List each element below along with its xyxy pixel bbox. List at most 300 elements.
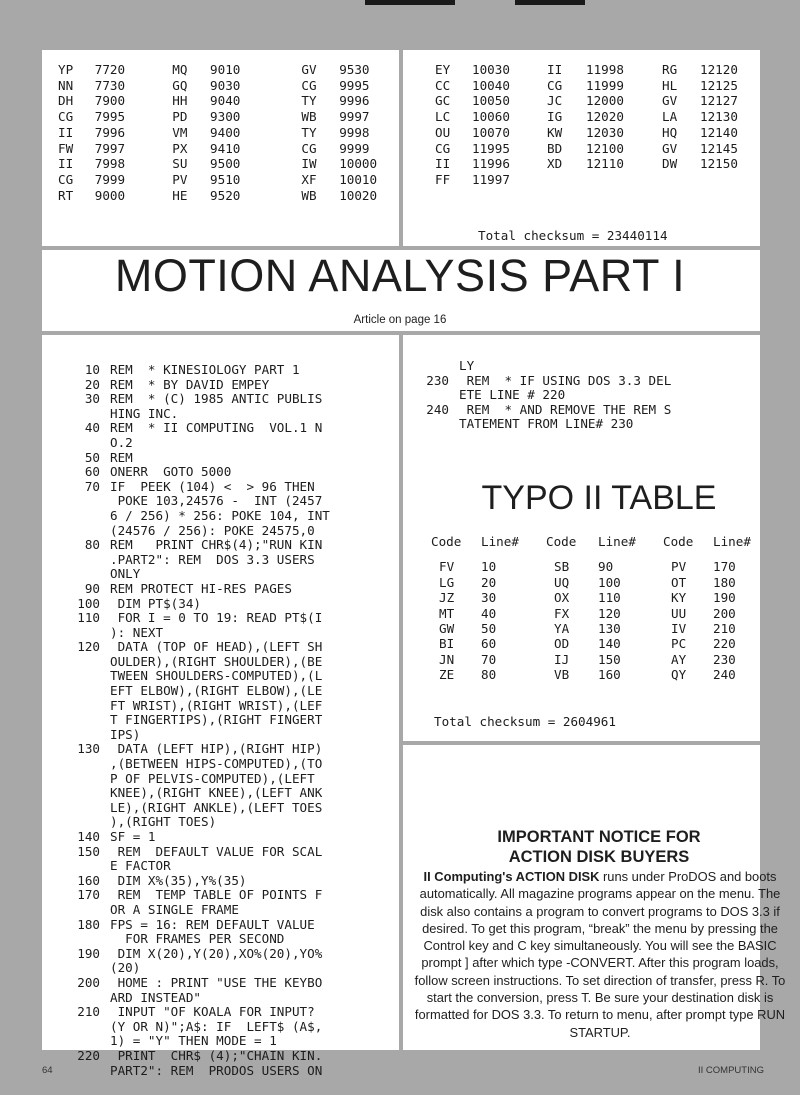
line-number: 210: [77, 1004, 100, 1020]
line-number: 70: [84, 478, 100, 494]
checksum-code: LA: [662, 109, 678, 125]
checksum-row: [58, 78, 399, 94]
code-line: [60, 786, 330, 801]
typo-header: Code: [546, 534, 577, 549]
code-line: [60, 684, 330, 699]
checksum-row: [58, 172, 399, 188]
checksum-line-number: 9999: [339, 140, 370, 156]
typo-row: [431, 652, 773, 667]
notice-title-line-2: ACTION DISK BUYERS: [508, 847, 690, 866]
code-line: [60, 874, 330, 889]
checksum-code: HE: [172, 187, 188, 203]
typo-code: VB: [554, 667, 570, 683]
line-number: 80: [84, 537, 100, 553]
code-line: [60, 392, 330, 407]
line-number: [60, 407, 110, 422]
checksum-line-number: 7720: [94, 62, 126, 77]
checksum-row: [58, 188, 399, 204]
line-number: [60, 757, 110, 772]
checksum-code: CG: [301, 77, 317, 93]
code-text: HOME : PRINT "USE THE KEYBO: [110, 974, 323, 990]
checksum-line-number: 7997: [94, 140, 126, 156]
code-line: [409, 403, 671, 418]
code-line: [60, 918, 330, 933]
line-number: [60, 567, 110, 582]
code-text: REM DEFAULT VALUE FOR SCAL: [110, 843, 323, 859]
typo-row: [431, 667, 773, 682]
line-number: [60, 524, 110, 539]
code-text: (Y OR N)";A$: IF LEFT$ (A$,: [110, 1018, 323, 1034]
typo-table: [431, 534, 773, 683]
typo-code: JN: [439, 651, 455, 667]
line-number: [60, 684, 110, 699]
checksum-line-number: 9996: [339, 93, 370, 109]
checksum-code: MQ: [172, 62, 188, 77]
checksum-code: CC: [435, 77, 451, 93]
typo-code: OX: [554, 590, 570, 606]
typo-line-number: 150: [598, 651, 621, 667]
line-number: [60, 815, 110, 830]
checksum-row: [435, 93, 760, 109]
typo-code: PV: [671, 559, 687, 575]
checksum-code: VM: [172, 124, 188, 140]
code-text: INPUT "OF KOALA FOR INPUT?: [110, 1004, 315, 1020]
code-text: ARD INSTEAD": [110, 989, 201, 1005]
checksum-code: II: [547, 62, 563, 77]
checksum-line-number: 10050: [472, 93, 510, 109]
checksum-row: [435, 125, 760, 141]
typo-code: SB: [554, 559, 570, 575]
checksum-code: II: [58, 156, 74, 172]
code-text: ONLY: [110, 566, 141, 582]
typo-spacer: [431, 549, 773, 559]
total-checksum-1: Total checksum = 23440114: [478, 228, 668, 243]
checksum-row: [435, 62, 760, 78]
checksum-line-number: 12020: [586, 109, 624, 125]
code-text: REM * IF USING DOS 3.3 DEL: [459, 372, 672, 388]
checksum-code: LC: [435, 109, 451, 125]
code-text: LY: [459, 358, 475, 373]
checksum-code: FF: [435, 171, 451, 187]
typo-line-number: 170: [713, 559, 736, 575]
checksum-line-number: 9520: [210, 187, 241, 203]
typo-line-number: 70: [481, 651, 497, 667]
checksum-code: NN: [58, 77, 74, 93]
code-text: DATA (LEFT HIP),(RIGHT HIP): [110, 741, 323, 757]
checksum-code: EY: [435, 62, 451, 77]
typo-header: Line#: [598, 534, 636, 549]
checksum-line-number: 9995: [339, 77, 370, 93]
code-text: FT WRIST),(RIGHT WRIST),(LEF: [110, 697, 323, 713]
checksum-row: [435, 109, 760, 125]
typo-code: KY: [671, 590, 687, 606]
line-number: [60, 509, 110, 524]
line-number: 10: [84, 362, 100, 377]
checksum-code: GC: [435, 93, 451, 109]
code-line: [60, 728, 330, 743]
checksum-code: CG: [435, 140, 451, 156]
code-text: PART2": REM PRODOS USERS ON: [110, 1062, 323, 1078]
checksum-line-number: 10000: [339, 156, 378, 172]
checksum-code: CG: [58, 109, 74, 125]
code-text: KNEE),(RIGHT KNEE),(LEFT ANK: [110, 785, 323, 801]
checksum-row: [58, 62, 399, 78]
page-number: 64: [42, 1065, 53, 1076]
typo-line-number: 240: [713, 667, 736, 683]
line-number: [60, 903, 110, 918]
code-line: [60, 1064, 330, 1079]
code-text: FOR I = 0 TO 19: READ PT$(I: [110, 610, 323, 626]
checksum-line-number: 12130: [700, 109, 738, 125]
code-text: FOR FRAMES PER SECOND: [110, 931, 285, 947]
checksum-code: IW: [301, 156, 317, 172]
typo-line-number: 100: [598, 574, 621, 590]
checksum-line-number: 9030: [210, 77, 241, 93]
code-line: [60, 509, 330, 524]
checksum-code: [547, 172, 586, 188]
checksum-line-number: 10060: [472, 109, 510, 125]
typo-code: UU: [671, 605, 687, 621]
checksum-row: [58, 141, 399, 157]
typo-code: YA: [554, 621, 570, 637]
typo-row: [431, 606, 773, 621]
typo-row: [431, 621, 773, 636]
checksum-code: RG: [662, 62, 678, 77]
checksum-line-number: [700, 172, 760, 188]
code-line: [60, 845, 330, 860]
checksum-code: YP: [58, 62, 74, 77]
checksum-line-number: 9530: [339, 62, 370, 77]
typo-code: PC: [671, 636, 687, 652]
checksum-line-number: 9010: [210, 62, 241, 77]
code-line: [60, 859, 330, 874]
code-line: [60, 378, 330, 393]
code-line: [60, 801, 330, 816]
typo-code: AY: [671, 651, 687, 667]
checksum-row: [58, 109, 399, 125]
line-number: 100: [77, 595, 100, 611]
code-text: (24576 / 256): POKE 24575,0: [110, 522, 315, 538]
code-line: [60, 1034, 330, 1049]
checksum-line-number: 7996: [94, 124, 126, 140]
checksum-line-number: 12125: [700, 77, 738, 93]
line-number: 170: [77, 887, 100, 903]
checksum-code: [662, 172, 700, 188]
code-text: OULDER),(RIGHT SHOULDER),(BE: [110, 653, 323, 669]
code-text: DATA (TOP OF HEAD),(LEFT SH: [110, 639, 323, 655]
code-text: O.2: [110, 434, 133, 450]
code-line: [60, 1049, 330, 1064]
checksum-line-number: 10020: [339, 187, 378, 203]
code-text: TWEEN SHOULDERS-COMPUTED),(L: [110, 668, 323, 684]
code-line: [60, 611, 330, 626]
line-number: 180: [77, 916, 100, 932]
line-number: [60, 1064, 110, 1079]
code-text: .PART2": REM DOS 3.3 USERS: [110, 551, 315, 567]
line-number: 150: [77, 843, 100, 859]
checksum-code: DH: [58, 93, 74, 109]
typo-line-number: 10: [481, 559, 497, 575]
code-line: [60, 961, 330, 976]
typo-code: MT: [439, 605, 455, 621]
line-number: 200: [77, 974, 100, 990]
code-line: [60, 976, 330, 991]
line-number: [60, 713, 110, 728]
typo-code: BI: [439, 636, 455, 652]
checksum-code: PD: [172, 109, 188, 125]
code-text: POKE 103,24576 - INT (2457: [110, 493, 323, 509]
typo-header: Line#: [481, 534, 519, 549]
code-line: [60, 626, 330, 641]
typo-code: LG: [439, 574, 455, 590]
checksum-code: WB: [301, 109, 317, 125]
line-number: 230: [426, 372, 449, 388]
code-line: [60, 888, 330, 903]
checksum-code: II: [58, 124, 74, 140]
typo-table-title: TYPO II TABLE: [481, 479, 717, 517]
line-number: [60, 655, 110, 670]
code-text: REM PROTECT HI-RES PAGES: [110, 580, 292, 596]
code-line: [409, 374, 671, 389]
code-text: 1) = "Y" THEN MODE = 1: [110, 1033, 277, 1049]
code-text: EFT ELBOW),(RIGHT ELBOW),(LE: [110, 683, 323, 699]
code-text: ONERR GOTO 5000: [110, 464, 232, 480]
notice-lead: II Computing's ACTION DISK: [423, 869, 600, 884]
line-number: [60, 786, 110, 801]
code-text: E FACTOR: [110, 858, 171, 874]
checksum-line-number: 10030: [472, 62, 510, 77]
checksum-line-number: 11996: [472, 156, 510, 172]
checksum-code: BD: [547, 140, 563, 156]
code-line: [60, 597, 330, 612]
line-number: 30: [84, 391, 100, 407]
checksum-code: CG: [58, 171, 74, 187]
checksum-line-number: 9300: [210, 109, 241, 125]
line-number: 90: [84, 580, 100, 596]
code-line: [60, 757, 330, 772]
typo-code: UQ: [554, 574, 570, 590]
checksum-line-number: 12120: [700, 62, 738, 77]
checksum-line-number: 12150: [700, 156, 738, 172]
checksum-code: GV: [662, 93, 678, 109]
checksum-line-number: 12145: [700, 140, 738, 156]
top-black-bar-right: [515, 0, 585, 5]
line-number: [60, 699, 110, 714]
checksum-line-number: 12127: [700, 93, 738, 109]
code-line: [60, 363, 330, 378]
checksum-panel-right: [403, 50, 760, 246]
checksum-line-number: 7998: [94, 156, 126, 172]
code-text: DIM X%(35),Y%(35): [110, 872, 247, 888]
code-text: IPS): [110, 726, 141, 742]
code-line: [60, 655, 330, 670]
checksum-code: XD: [547, 156, 563, 172]
line-number: [60, 669, 110, 684]
code-text: ETE LINE # 220: [459, 387, 566, 403]
program-listing-continued: [409, 359, 671, 432]
line-number: [60, 859, 110, 874]
typo-header: Code: [431, 534, 462, 549]
code-line: [60, 553, 330, 568]
line-number: [409, 417, 459, 432]
line-number: 220: [77, 1047, 100, 1063]
code-text: ),(RIGHT TOES): [110, 814, 217, 830]
line-number: [60, 1020, 110, 1035]
code-line: [60, 772, 330, 787]
code-text: REM * BY DAVID EMPEY: [110, 376, 270, 392]
line-number: 110: [77, 610, 100, 626]
line-number: 20: [84, 376, 100, 392]
code-line: [60, 567, 330, 582]
line-number: 240: [426, 401, 449, 417]
code-line: [60, 932, 330, 947]
code-text: T FINGERTIPS),(RIGHT FINGERT: [110, 712, 323, 728]
checksum-line-number: 11999: [586, 77, 624, 93]
checksum-line-number: 9000: [94, 187, 126, 203]
code-line: [60, 436, 330, 451]
line-number: 130: [77, 741, 100, 757]
line-number: 40: [84, 420, 100, 436]
typo-line-number: 40: [481, 605, 497, 621]
typo-line-number: 140: [598, 636, 621, 652]
code-line: [60, 640, 330, 655]
line-number: [409, 388, 459, 403]
checksum-line-number: 12030: [586, 124, 624, 140]
checksum-line-number: 11995: [472, 140, 510, 156]
code-line: [409, 359, 671, 374]
code-line: [60, 903, 330, 918]
code-text: IF PEEK (104) < > 96 THEN: [110, 478, 315, 494]
checksum-row: [435, 172, 760, 188]
line-number: 50: [84, 449, 100, 465]
code-line: [60, 494, 330, 509]
checksum-code: HL: [662, 77, 678, 93]
checksum-line-number: 10010: [339, 171, 378, 187]
checksum-panel-left: [42, 50, 399, 246]
checksum-row: [435, 78, 760, 94]
checksum-line-number: 7730: [94, 77, 126, 93]
code-text: P OF PELVIS-COMPUTED),(LEFT: [110, 770, 315, 786]
article-title: MOTION ANALYSIS PART I: [114, 250, 686, 301]
typo-line-number: 190: [713, 590, 736, 606]
checksum-code: HH: [172, 93, 188, 109]
typo-row: [431, 636, 773, 651]
notice-text: runs under ProDOS and boots automatically. All magazine programs appear on the menu. The disk also contains a program to convert programs to DOS 3.3 if desired. To get this program, “break” the menu by pressing the Control key and C key simultaneously. You will see the BASIC prompt ] after which type -CONVERT. After this program loads, follow screen instructions. To set direction of transfer, press R. To start the conversion, press T. Be sure your destination disk is formatted for DOS 3.3. To return to menu, after prompt type RUN STARTUP.: [414, 869, 786, 1040]
code-line: [409, 417, 671, 432]
code-text: HING INC.: [110, 405, 179, 421]
checksum-code: TY: [301, 93, 317, 109]
checksum-line-number: 12110: [586, 156, 624, 172]
checksum-code: GV: [301, 62, 317, 77]
code-line: [60, 815, 330, 830]
program-listing: [60, 363, 330, 1078]
line-number: [60, 772, 110, 787]
checksum-line-number: 7999: [94, 171, 126, 187]
checksum-code: II: [435, 156, 451, 172]
checksum-row: [58, 93, 399, 109]
code-line: [60, 582, 330, 597]
notice-body: [408, 868, 792, 1041]
line-number: [60, 932, 110, 947]
line-number: [409, 359, 459, 374]
line-number: 190: [77, 945, 100, 961]
code-line: [409, 388, 671, 403]
checksum-row: [435, 141, 760, 157]
code-text: SF = 1: [110, 829, 156, 844]
typo-line-number: 90: [598, 559, 614, 575]
code-line: [60, 742, 330, 757]
checksum-line-number: 12140: [700, 124, 738, 140]
checksum-row: [435, 156, 760, 172]
checksum-code: GQ: [172, 77, 188, 93]
magazine-name: II COMPUTING: [698, 1065, 764, 1076]
code-text: ): NEXT: [110, 624, 164, 640]
code-line: [60, 407, 330, 422]
code-line: [60, 1005, 330, 1020]
checksum-code: CG: [547, 77, 563, 93]
line-number: 160: [77, 872, 100, 888]
code-line: [60, 465, 330, 480]
typo-line-number: 20: [481, 574, 497, 590]
code-line: [60, 538, 330, 553]
checksum-code: FW: [58, 140, 74, 156]
code-line: [60, 713, 330, 728]
line-number: [60, 728, 110, 743]
line-number: [60, 801, 110, 816]
code-line: [60, 947, 330, 962]
typo-code: IV: [671, 621, 687, 637]
checksum-code: DW: [662, 156, 678, 172]
typo-code: OT: [671, 574, 687, 590]
typo-line-number: 160: [598, 667, 621, 683]
code-text: REM * AND REMOVE THE REM S: [459, 401, 672, 417]
code-text: REM PRINT CHR$(4);"RUN KIN: [110, 537, 323, 553]
checksum-code: PX: [172, 140, 188, 156]
code-line: [60, 699, 330, 714]
code-text: REM * (C) 1985 ANTIC PUBLIS: [110, 391, 323, 407]
code-text: PRINT CHR$ (4);"CHAIN KIN.: [110, 1047, 323, 1063]
code-text: ,(BETWEEN HIPS-COMPUTED),(TO: [110, 756, 323, 772]
notice-title-line-1: IMPORTANT NOTICE FOR: [497, 828, 701, 846]
notice-title: [404, 828, 794, 867]
typo-code: ZE: [439, 667, 455, 683]
typo-header-row: [431, 534, 773, 549]
code-text: FPS = 16: REM DEFAULT VALUE: [110, 916, 315, 932]
checksum-code: CG: [301, 140, 317, 156]
typo-row: [431, 590, 773, 605]
checksum-line-number: 11997: [472, 171, 510, 187]
typo-line-number: 30: [481, 590, 497, 606]
line-number: 120: [77, 639, 100, 655]
checksum-line-number: 9997: [339, 109, 370, 125]
checksum-code: JC: [547, 93, 563, 109]
checksum-table-right: [435, 62, 760, 188]
checksum-line-number: 11998: [586, 62, 624, 77]
checksum-line-number: 9500: [210, 156, 241, 172]
code-line: [60, 451, 330, 466]
checksum-code: PV: [172, 171, 188, 187]
checksum-line-number: 12000: [586, 93, 624, 109]
typo-row: [431, 575, 773, 590]
code-line: [60, 830, 330, 845]
typo-code: FX: [554, 605, 570, 621]
code-text: DIM X(20),Y(20),XO%(20),YO%: [110, 945, 323, 961]
typo-line-number: 130: [598, 621, 621, 637]
article-reference: Article on page 16: [353, 314, 447, 326]
checksum-code: GV: [662, 140, 678, 156]
checksum-code: XF: [301, 171, 317, 187]
typo-header: Code: [663, 534, 694, 549]
